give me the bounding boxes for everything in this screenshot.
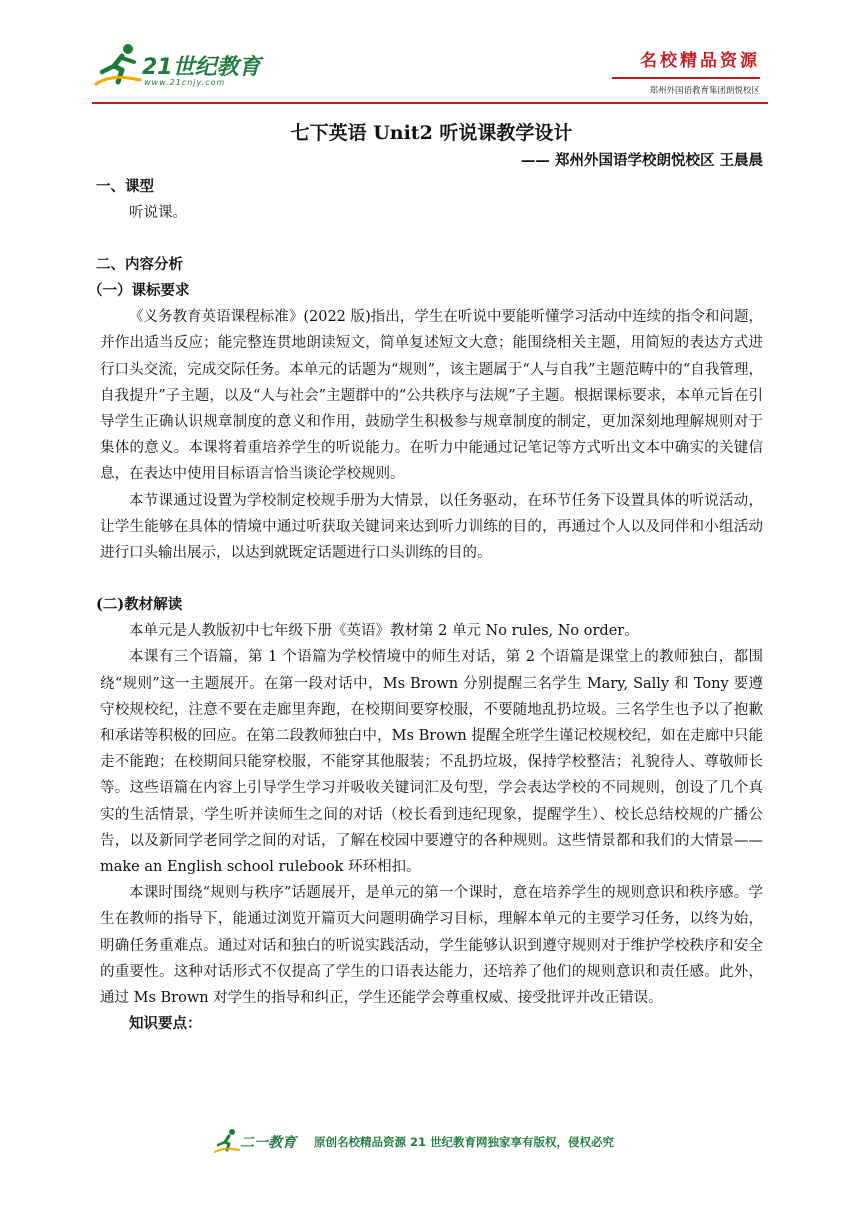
brand-url: www.21cnjy.com bbox=[144, 78, 226, 87]
page-title: 七下英语 Unit2 听说课教学设计 bbox=[290, 122, 573, 144]
page-footer bbox=[0, 1126, 860, 1156]
school-badge-divider bbox=[612, 77, 760, 79]
paragraph: 《义务教育英语课程标准》(2022 版)指出，学生在听说中要能听懂学习活动中连续的指令和问题，并作出适当反应；能完整连贯地朗读短文，简单复述短文大意；能围绕相关主题，用简短的表达方式进行口头交流，完成交际任务。本单元的话题为“规则”，该主题属于“人与自我”主题范畴中的“自我管理，自我提升”子主题，以及“人与社会”主题群中的“公共秩序与法规”子主题。根据课标要求，本单元旨在引导学生正确认识规章制度的意义和作用，鼓励学生积极参与规章制度的制定，更加深刻地理解规则对于集体的意义。本课将着重培养学生的听说能力。在听力中能通过记笔记等方式听出文本中确实的关键信息，在表达中使用目标语言恰当谈论学校规则。 bbox=[100, 309, 763, 483]
logo-21cnjy bbox=[92, 42, 262, 92]
paragraph: 本课有三个语篇，第 1 个语篇为学校情境中的师生对话，第 2 个语篇是课堂上的教师独白，都围绕“规则”这一主题展开。在第一段对话中，Ms Brown 分别提醒三名学生 Mary, Sally 和 Tony 要遵守校规校纪，注意不要在走廊里奔跑，在校期间要穿校服，不要随地乱扔垃圾。三名学生也予以了抱歉和承诺等积极的回应。在第二段教师独白中，Ms Brown 提醒全班学生谨记校规校纪，如在走廊中只能走不能跑；在校期间只能穿校服，不能穿其他服装；不乱扔垃圾，保持学校整洁；礼貌待人、尊敬师长等。这些语篇在内容上引导学生学习并吸收关键词汇及句型，学会表达学校的不同规则，创设了几个真实的生活情景，学生听并读师生之间的对话（校长看到违纪现象，提醒学生）、校长总结校规的广播公告，以及新同学老同学之间的对话，了解在校园中要遵守的各种规则。这些情景都和我们的大情景——make an English school rulebook 环环相扣。 bbox=[100, 649, 763, 876]
header-divider bbox=[92, 102, 768, 104]
paragraph: 本单元是人教版初中七年级下册《英语》教材第 2 单元 No rules, No order。 bbox=[129, 623, 639, 640]
author-line: —— 郑州外国语学校朗悦校区 王晨晨 bbox=[520, 152, 763, 169]
school-badge-title: 名校精品资源 bbox=[640, 51, 760, 71]
section-heading-course-type: 一、课型 bbox=[96, 178, 154, 195]
document-body bbox=[88, 118, 763, 1037]
course-type-text: 听说课。 bbox=[129, 205, 187, 221]
brand-name: 21世纪教育 bbox=[142, 55, 261, 80]
subsection-heading-textbook: (二)教材解读 bbox=[96, 596, 183, 614]
footer-brand: 二一教育 bbox=[240, 1135, 296, 1151]
page-header bbox=[0, 0, 860, 110]
footer-copyright: 原创名校精品资源 21 世纪教育网独家享有版权，侵权必究 bbox=[314, 1135, 615, 1149]
paragraph: 本节课通过设置为学校制定校规手册为大情景，以任务驱动，在环节任务下设置具体的听说活动，让学生能够在具体的情境中通过听获取关键词来达到听力训练的目的，再通过个人以及同伴和小组活动进行口头输出展示，以达到就既定话题进行口头训练的目的。 bbox=[100, 492, 763, 562]
subsection-heading-standards: （一）课标要求 bbox=[88, 282, 190, 300]
school-badge-subtitle: 郑州外国语教育集团朗悦校区 bbox=[649, 86, 760, 96]
runner-logo-icon bbox=[213, 1128, 241, 1154]
knowledge-points-heading: 知识要点： bbox=[129, 1015, 202, 1033]
section-heading-content-analysis: 二、内容分析 bbox=[96, 256, 183, 274]
runner-logo-icon bbox=[92, 42, 144, 88]
paragraph: 本课时围绕“规则与秩序”话题展开，是单元的第一个课时，意在培养学生的规则意识和秩序感。学生在教师的指导下，能通过浏览开篇页大问题明确学习目标，理解本单元的主要学习任务，以终为始，明确任务重难点。通过对话和独白的听说实践活动，学生能够认识到遵守规则对于维护学校秩序和安全的重要性。这种对话形式不仅提高了学生的口语表达能力，还培养了他们的规则意识和责任感。此外，通过 Ms Brown 对学生的指导和纠正，学生还能学会尊重权威、接受批评并改正错误。 bbox=[100, 885, 763, 1007]
school-badge bbox=[612, 46, 760, 96]
